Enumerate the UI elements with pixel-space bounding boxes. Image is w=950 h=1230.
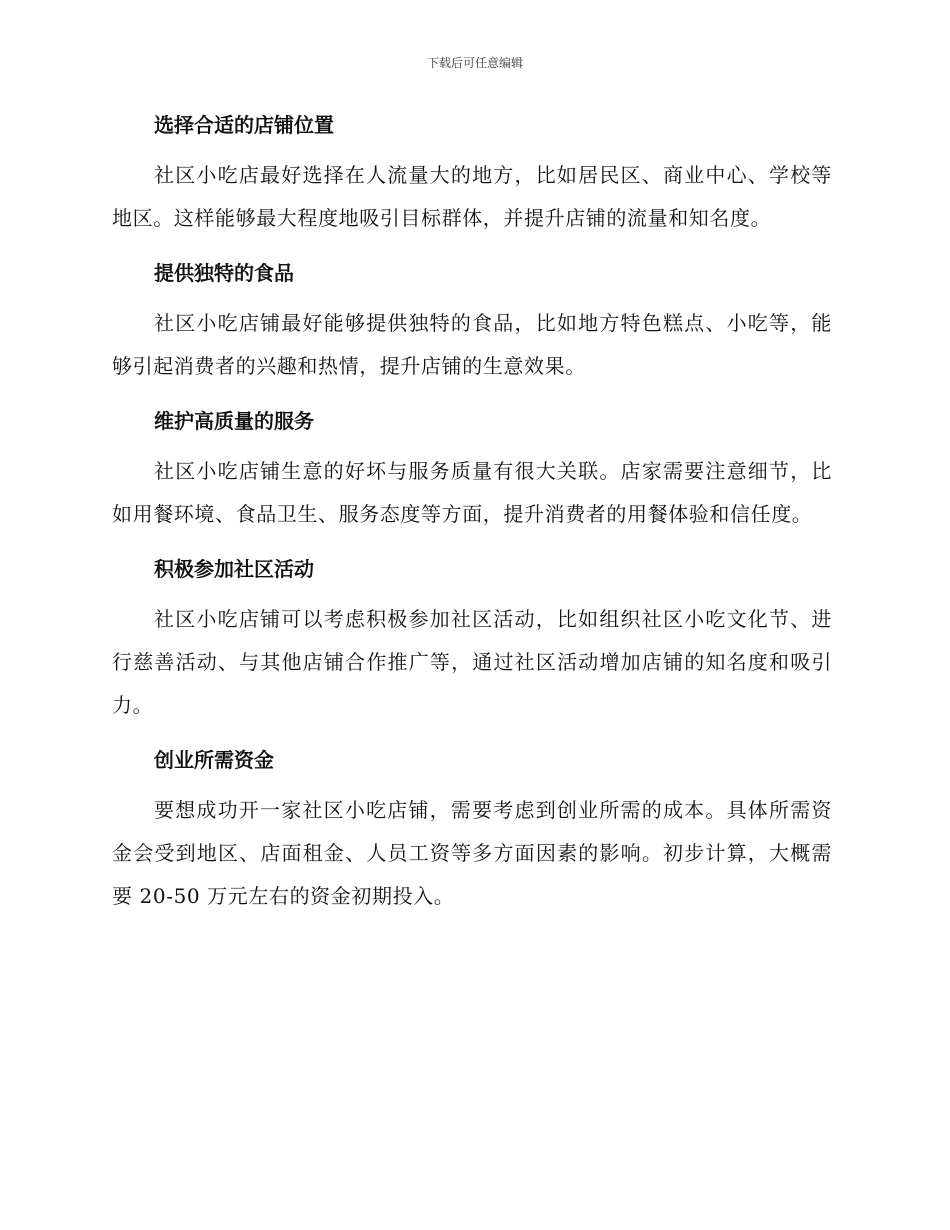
document-body xyxy=(112,110,832,936)
section-paragraph-community: 社区小吃店铺可以考虑积极参加社区活动，比如组织社区小吃文化节、进行慈善活动、与其他店铺合作推广等，通过社区活动增加店铺的知名度和吸引力。 xyxy=(112,607,832,717)
page-header: 下载后可任意编辑 xyxy=(426,56,523,70)
section-heading-community: 积极参加社区活动 xyxy=(154,557,314,581)
section-heading-service: 维护高质量的服务 xyxy=(154,409,314,433)
section-paragraph-service: 社区小吃店铺生意的好坏与服务质量有很大关联。店家需要注意细节，比如用餐环境、食品卫生、服务态度等方面，提升消费者的用餐体验和信任度。 xyxy=(112,459,832,526)
section-paragraph-funding: 要想成功开一家社区小吃店铺，需要考虑到创业所需的成本。具体所需资金会受到地区、店面租金、人员工资等多方面因素的影响。初步计算，大概需要 20-50 万元左右的资金初期投入。 xyxy=(112,798,832,908)
section-heading-funding: 创业所需资金 xyxy=(154,748,274,772)
section-paragraph-food: 社区小吃店铺最好能够提供独特的食品，比如地方特色糕点、小吃等，能够引起消费者的兴趣和热情，提升店铺的生意效果。 xyxy=(112,311,832,378)
section-paragraph-location: 社区小吃店最好选择在人流量大的地方，比如居民区、商业中心、学校等地区。这样能够最大程度地吸引目标群体，并提升店铺的流量和知名度。 xyxy=(112,163,832,230)
section-heading-food: 提供独特的食品 xyxy=(154,261,294,285)
section-heading-location: 选择合适的店铺位置 xyxy=(154,113,334,137)
